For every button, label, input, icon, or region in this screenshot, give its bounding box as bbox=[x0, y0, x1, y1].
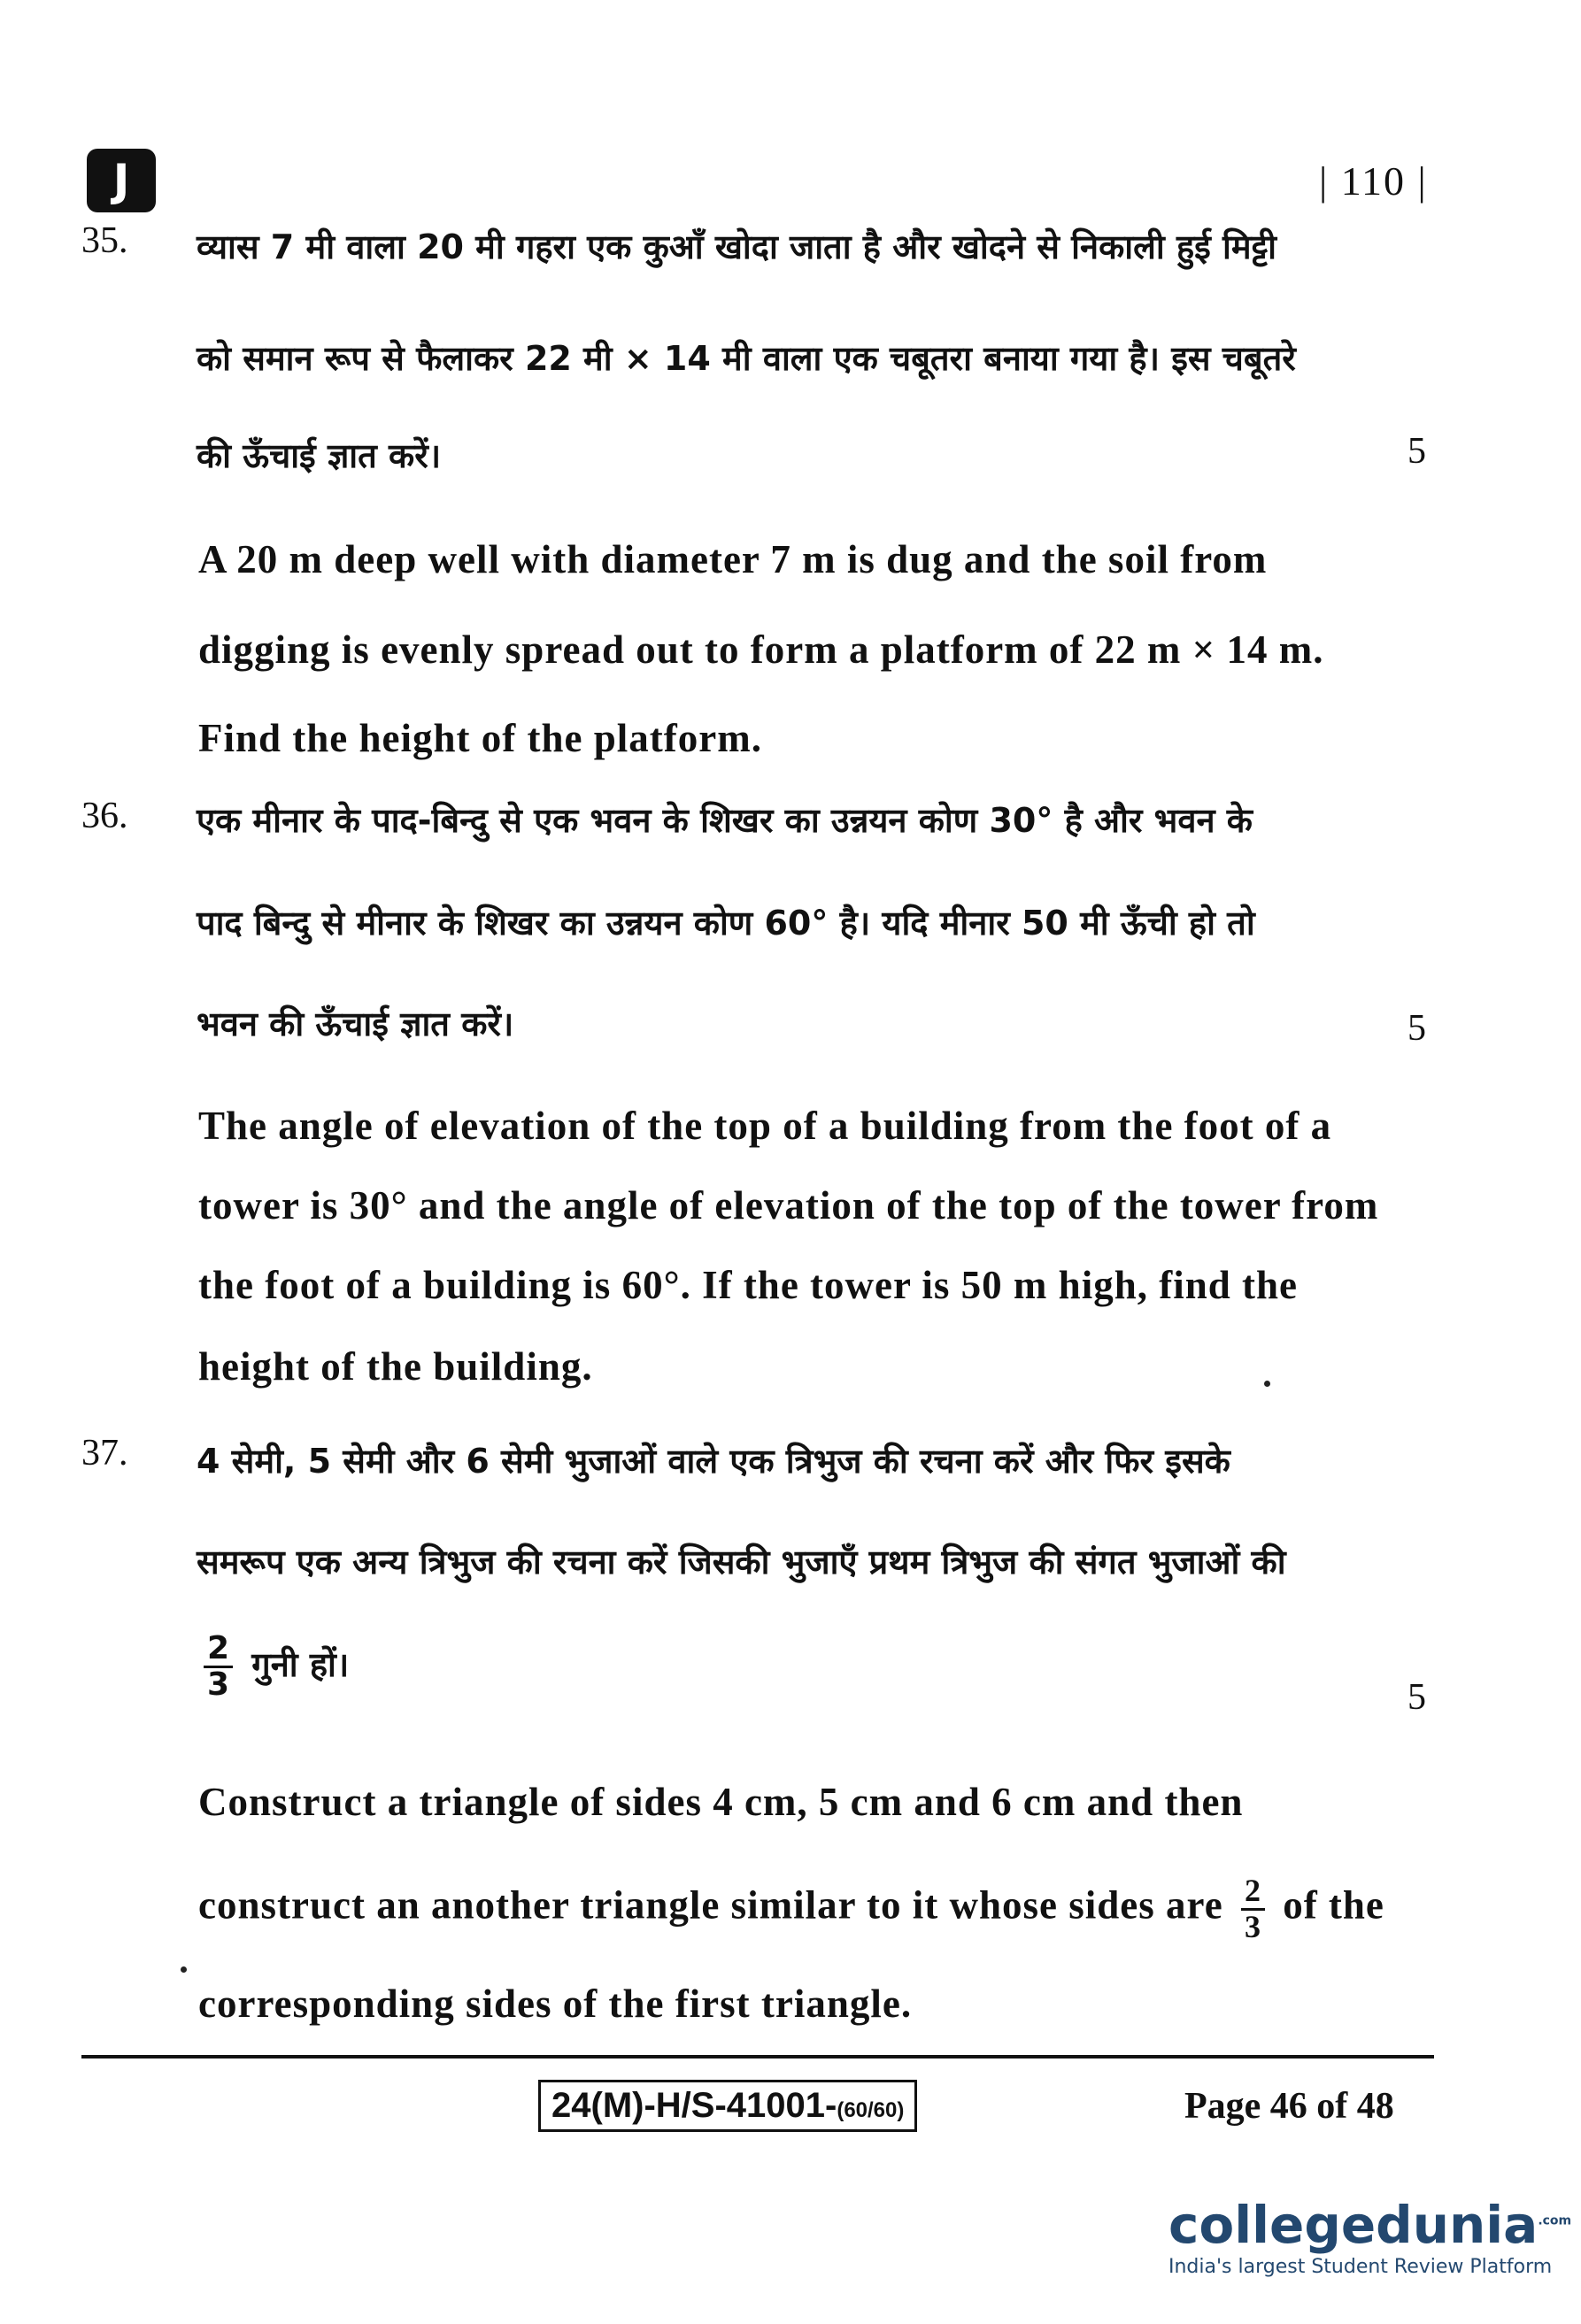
hindi-line: एक मीनार के पाद-बिन्दु से एक भवन के शिखर का उन्नयन कोण 30° है और भवन के bbox=[197, 801, 1253, 840]
brand-suffix: .com bbox=[1538, 2213, 1572, 2228]
marks: 5 bbox=[1407, 1677, 1426, 1718]
speck bbox=[181, 1966, 187, 1973]
fraction-denominator: 3 bbox=[207, 1666, 230, 1703]
english-line: tower is 30° and the angle of elevation of the top of the tower from bbox=[198, 1183, 1379, 1227]
english-line: digging is evenly spread out to form a platform of 22 m × 14 m. bbox=[198, 627, 1324, 672]
fraction-denominator: 3 bbox=[1244, 1908, 1261, 1944]
english-line: the foot of a building is 60°. If the tower is 50 m high, find the bbox=[198, 1263, 1298, 1307]
fraction-numerator: 2 bbox=[204, 1632, 233, 1668]
collegedunia-watermark bbox=[1156, 2172, 1572, 2305]
hindi-line: को समान रूप से फैलाकर 22 मी × 14 मी वाला एक चबूतरा बनाया गया है। इस चबूतरे bbox=[197, 339, 1296, 378]
english-line: corresponding sides of the first triangle. bbox=[198, 1982, 913, 2026]
series-badge: J bbox=[87, 149, 156, 212]
hindi-line: की ऊँचाई ज्ञात करें। bbox=[197, 436, 442, 475]
english-line: The angle of elevation of the top of a building from the foot of a bbox=[198, 1104, 1332, 1148]
page-number: Page 46 of 48 bbox=[1184, 2086, 1394, 2127]
hindi-fraction-line bbox=[197, 1632, 1443, 1702]
footer-rule bbox=[81, 2055, 1434, 2059]
brand-name bbox=[1168, 2194, 1572, 2255]
hindi-line: समरूप एक अन्य त्रिभुज की रचना करें जिसकी भुजाएँ प्रथम त्रिभुज की संगत भुजाओं की bbox=[197, 1543, 1286, 1581]
brand-name-text: collegedunia bbox=[1168, 2194, 1539, 2255]
speck bbox=[1264, 1381, 1270, 1387]
english-line: of the bbox=[1283, 1882, 1384, 1928]
brand-tagline: India's largest Student Review Platform bbox=[1168, 2255, 1553, 2278]
question-number: 35. bbox=[81, 220, 128, 261]
brand-text bbox=[1168, 2194, 1572, 2278]
paper-code-suffix: (60/60) bbox=[837, 2098, 905, 2122]
hindi-line: व्यास 7 मी वाला 20 मी गहरा एक कुआँ खोदा जाता है और खोदने से निकाली हुई मिट्टी bbox=[197, 227, 1277, 266]
hindi-line: 4 सेमी, 5 सेमी और 6 सेमी भुजाओं वाले एक त्रिभुज की रचना करें और फिर इसके bbox=[197, 1442, 1230, 1481]
english-line: Find the height of the platform. bbox=[198, 716, 762, 760]
hindi-line: पाद बिन्दु से मीनार के शिखर का उन्नयन कोण 60° है। यदि मीनार 50 मी ऊँची हो तो bbox=[197, 904, 1255, 943]
fraction-numerator: 2 bbox=[1241, 1874, 1265, 1911]
hindi-line: भवन की ऊँचाई ज्ञात करें। bbox=[197, 1004, 514, 1043]
page-code: | 110 | bbox=[1319, 158, 1428, 204]
marks: 5 bbox=[1407, 1008, 1426, 1049]
marks: 5 bbox=[1407, 431, 1426, 472]
paper-code-main: 24(M)-H/S-41001- bbox=[551, 2086, 837, 2125]
english-line: A 20 m deep well with diameter 7 m is dug and the soil from bbox=[198, 537, 1268, 581]
paper-code bbox=[538, 2080, 917, 2132]
english-fraction-line bbox=[198, 1874, 1443, 1944]
english-line: height of the building. bbox=[198, 1344, 593, 1389]
english-line: construct an another triangle similar to it whose sides are bbox=[198, 1882, 1223, 1928]
fraction bbox=[1241, 1874, 1265, 1944]
english-line: Construct a triangle of sides 4 cm, 5 cm and 6 cm and then bbox=[198, 1780, 1244, 1824]
hindi-line: गुनी हों। bbox=[251, 1644, 350, 1684]
fraction bbox=[204, 1632, 233, 1702]
question-number: 37. bbox=[81, 1433, 128, 1474]
question-number: 36. bbox=[81, 796, 128, 836]
